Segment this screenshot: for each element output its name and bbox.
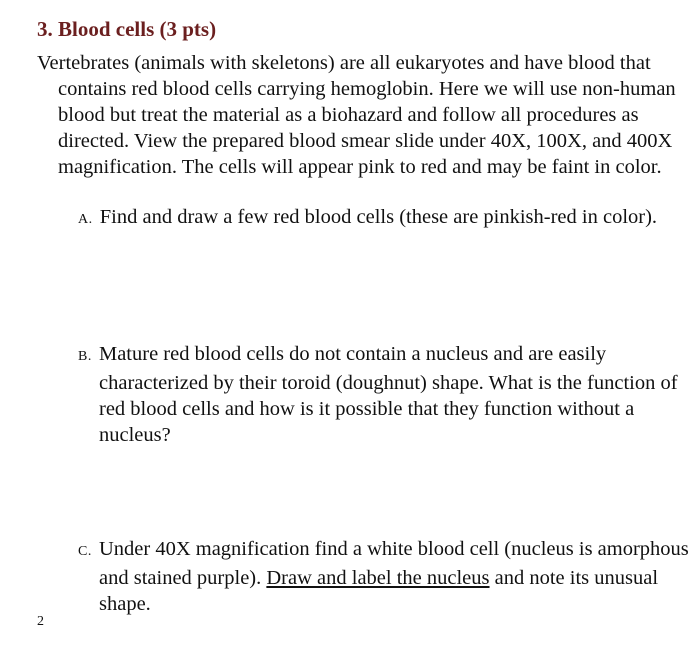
question-b — [78, 341, 689, 448]
intro-paragraph: Vertebrates (animals with skeletons) are all eukaryotes and have blood that contains red blood cells carrying hemoglobin. Here we will use non-human blood but treat the material as a biohazard and follow all procedures as directed. View the prepared blood smear slide under 40X, 100X, and 400X magnification. The cells will appear pink to red and may be faint in color. — [37, 52, 676, 178]
question-b-text: Mature red blood cells do not contain a nucleus and are easily characterized by their toroid (doughnut) shape. What is the function of red blood cells and how is it possible that they function without a nucleus? — [98, 343, 678, 446]
question-a — [78, 204, 678, 233]
question-c-marker: C. — [78, 544, 92, 559]
section-title: 3. Blood cells (3 pts) — [37, 17, 217, 41]
question-b-marker: B. — [78, 349, 92, 364]
page-number: 2 — [37, 614, 44, 629]
question-a-text: Find and draw a few red blood cells (these are pinkish-red in color). — [99, 206, 658, 228]
question-a-marker: A. — [78, 212, 93, 227]
question-c — [78, 536, 689, 617]
question-c-text: Under 40X magnification find a white blood cell (nucleus is amorphous and stained purple). — [98, 538, 689, 589]
question-c-text-end: and note its unusual shape. — [99, 567, 659, 615]
question-c-underlined-instruction: Draw and label the nucleus — [266, 567, 490, 589]
